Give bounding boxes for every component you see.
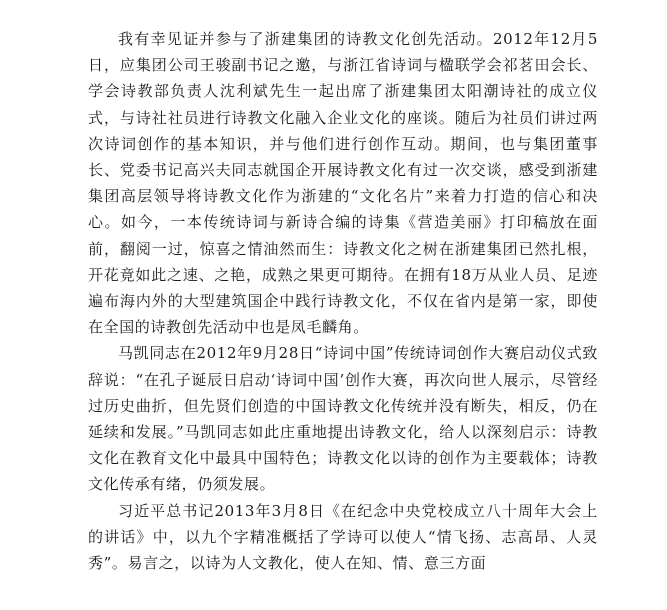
paragraph-2: 马凯同志在2012年9月28日“诗词中国”传统诗词创作大赛启动仪式致辞说：“在孔子诞辰日启动‘诗词中国’创作大赛，再次向世人展示，尽管经过历史曲折，但先贤们创造的中国诗教文化传统并没有断失，相反，仍在延续和发展。”马凯同志如此庄重地提出诗教文化，给人以深刻启示：诗教文化在教育文化中最具中国特色；诗教文化以诗的创作为主要载体；诗教文化传承有绪，仍须发展。 bbox=[88, 344, 598, 494]
document-page bbox=[88, 26, 598, 576]
paragraph-3: 习近平总书记2013年3月8日《在纪念中央党校成立八十周年大会上的讲话》中，以九个字精准概括了学诗可以使人“情飞扬、志高昂、人灵秀”。易言之，以诗为人文教化，使人在知、情、意三方面 bbox=[88, 501, 598, 573]
paragraph-1: 我有幸见证并参与了浙建集团的诗教文化创先活动。2012年12月5日，应集团公司王骏副书记之邀，与浙江省诗词与楹联学会祁茗田会长、学会诗教部负责人沈利斌先生一起出席了浙建集团太阳潮诗社的成立仪式，与诗社社员进行诗教文化融入企业文化的座谈。随后为社员们讲过两次诗词创作的基本知识，并与他们进行创作互动。期间，也与集团董事长、党委书记高兴夫同志就国企开展诗教文化有过一次交谈，感受到浙建集团高层领导将诗教文化作为浙建的“文化名片”来着力打造的信心和决心。如今，一本传统诗词与新诗合编的诗集《营造美丽》打印稿放在面前，翻阅一过，惊喜之情油然而生：诗教文化之树在浙建集团已然扎根，开花竟如此之速、之艳，成熟之果更可期待。在拥有18万从业人员、足迹遍布海内外的大型建筑国企中践行诗教文化，不仅在省内是第一家，即使在全国的诗教创先活动中也是凤毛麟角。 bbox=[88, 30, 598, 337]
